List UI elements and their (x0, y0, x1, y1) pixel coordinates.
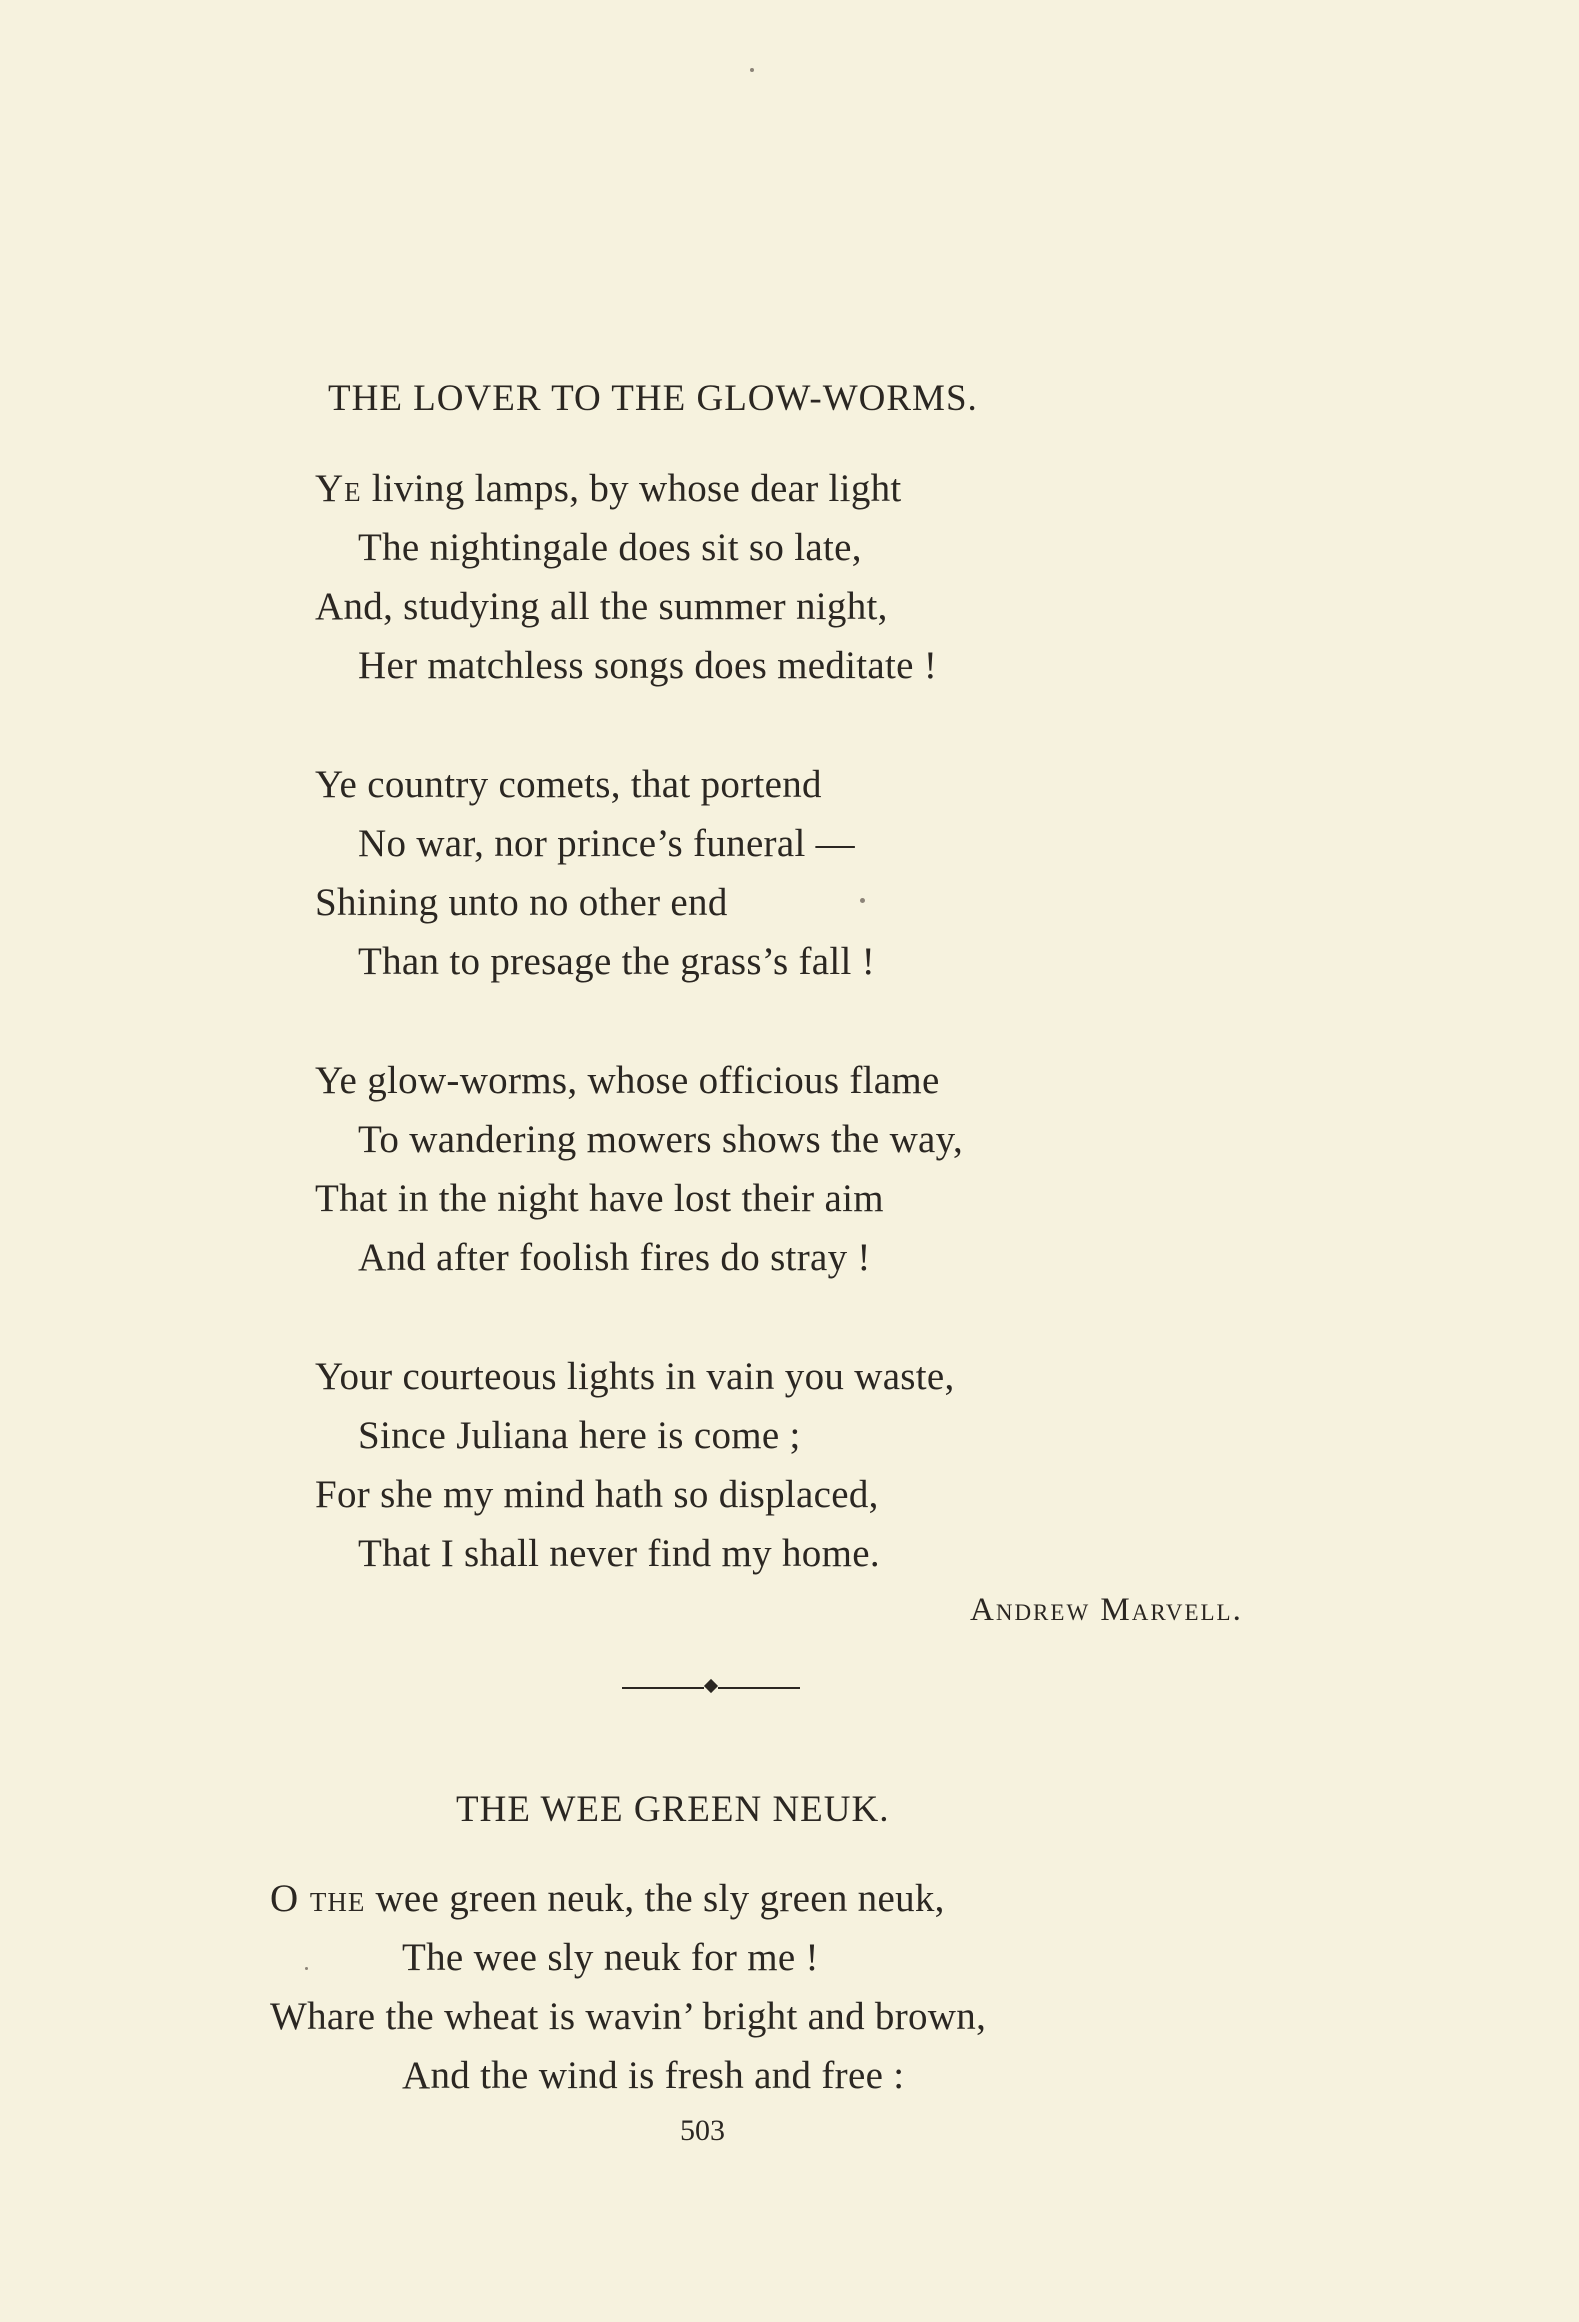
diamond-ornament-icon (704, 1679, 718, 1693)
poem-line: And, studying all the summer night, (315, 585, 888, 628)
paper-speck (305, 1967, 308, 1970)
divider-rule-right (718, 1687, 800, 1689)
drop-word: Ye (315, 467, 362, 510)
paper-speck (860, 898, 865, 903)
page-number: 503 (680, 2114, 725, 2147)
poem-line: For she my mind hath so displaced, (315, 1473, 879, 1516)
poem-line: Your courteous lights in vain you waste, (315, 1355, 955, 1398)
poem-author: Andrew Marvell. (970, 1592, 1243, 1628)
line-text: living lamps, by whose dear light (361, 467, 902, 510)
poem-line: The nightingale does sit so late, (358, 526, 862, 569)
poem-line: That in the night have lost their aim (315, 1177, 884, 1220)
poem-line: Shining unto no other end (315, 881, 728, 924)
poem-title: THE LOVER TO THE GLOW-WORMS. (328, 378, 978, 419)
paper-speck (750, 68, 754, 72)
poem-line (270, 1876, 945, 1921)
poem-line: Ye glow-worms, whose officious flame (315, 1059, 940, 1102)
poem-line: No war, nor prince’s funeral — (358, 822, 855, 865)
poem-title: THE WEE GREEN NEUK. (456, 1789, 890, 1830)
poem-line: That I shall never find my home. (358, 1532, 880, 1575)
poem-line: Since Juliana here is come ; (358, 1414, 801, 1457)
poem-line: To wandering mowers shows the way, (358, 1118, 963, 1161)
poem-line: And after foolish fires do stray ! (358, 1236, 871, 1279)
line-text: wee green neuk, the sly green neuk, (365, 1877, 945, 1920)
drop-word: O the (270, 1877, 366, 1920)
poem-line: The wee sly neuk for me ! (402, 1936, 819, 1979)
poem-line: Whare the wheat is wavin’ bright and brown, (270, 1995, 987, 2038)
poem-line: Than to presage the grass’s fall ! (358, 940, 876, 983)
poem-line: Ye country comets, that portend (315, 763, 822, 806)
poem-line (315, 466, 902, 511)
poem-line: Her matchless songs does meditate ! (358, 644, 938, 687)
section-divider (622, 1678, 800, 1698)
poem-line: And the wind is fresh and free : (402, 2054, 905, 2097)
divider-rule-left (622, 1687, 704, 1689)
